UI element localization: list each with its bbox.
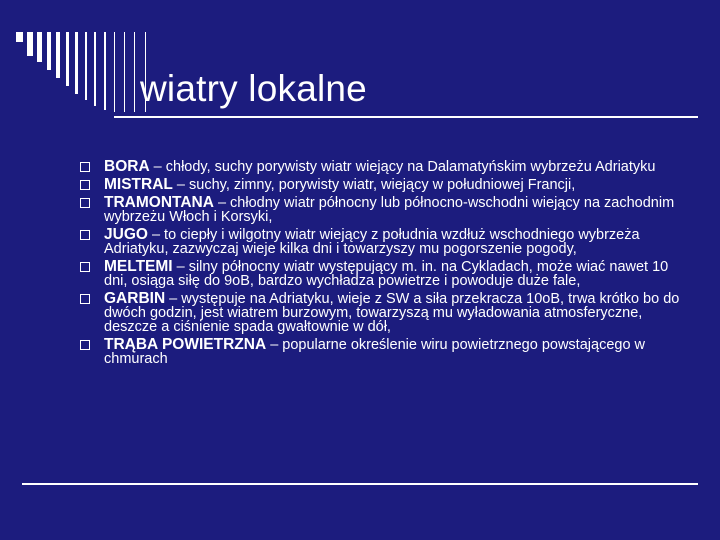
decorative-stripe [47, 32, 51, 70]
bullet-list [80, 160, 680, 370]
wind-description: – silny północny wiatr występujący m. in. na Cykladach, może wiać nawet 10 dni, osiąga siłę do 9oB, bardzo wychładza powietrze i powoduje duże fale, [104, 259, 669, 289]
decorative-stripe [104, 32, 106, 110]
wind-name: BORA [104, 158, 150, 175]
wind-name: MISTRAL [104, 176, 173, 193]
list-item [80, 228, 680, 256]
decorative-stripe [37, 32, 42, 62]
wind-description: – chłody, suchy porywisty wiatr wiejący na Dalamatyńskim wybrzeżu Adriatyku [149, 159, 656, 175]
list-item [80, 160, 680, 174]
title-underline [114, 116, 698, 118]
wind-description: – chłodny wiatr północny lub północno-wschodni wiejący na zachodnim wybrzeżu Włoch i Korsyki, [104, 195, 675, 225]
list-item [80, 196, 680, 224]
bottom-divider [22, 483, 698, 485]
decorative-stripe [114, 32, 115, 112]
square-bullet-icon [80, 340, 90, 350]
wind-name: GARBIN [104, 290, 166, 307]
square-bullet-icon [80, 162, 90, 172]
decorative-stripe [75, 32, 78, 94]
wind-name: TRĄBA POWIETRZNA [104, 336, 267, 353]
decorative-stripe [124, 32, 125, 112]
list-item [80, 178, 680, 192]
wind-description: – to ciepły i wilgotny wiatr wiejący z południa wzdłuż wschodniego wybrzeża Adriatyku, zazwyczaj wieje kilka dni i towarzyszy mu pogorszenie pogody, [104, 227, 640, 257]
square-bullet-icon [80, 230, 90, 240]
wind-name: JUGO [104, 226, 148, 243]
wind-name: TRAMONTANA [104, 194, 214, 211]
square-bullet-icon [80, 198, 90, 208]
list-item [80, 338, 680, 366]
decorative-stripes [16, 32, 156, 112]
wind-description: – występuje na Adriatyku, wieje z SW a siła przekracza 10oB, trwa krótko bo do dwóch godzin, jest wiatrem burzowym, towarzyszą mu wyładowania atmosferyczne, deszcze a ciśnienie spada gwałtownie w dół, [104, 291, 680, 335]
wind-description: – popularne określenie wiru powietrznego powstającego w chmurach [104, 337, 646, 367]
decorative-stripe [85, 32, 87, 100]
decorative-stripe [27, 32, 33, 56]
list-item [80, 260, 680, 288]
wind-description: – suchy, zimny, porywisty wiatr, wiejący w południowej Francji, [172, 177, 576, 193]
list-item [80, 292, 680, 334]
wind-name: MELTEMI [104, 258, 173, 275]
decorative-stripe [56, 32, 60, 78]
square-bullet-icon [80, 180, 90, 190]
decorative-stripe [134, 32, 135, 112]
slide-title: wiatry lokalne [140, 68, 367, 109]
square-bullet-icon [80, 262, 90, 272]
decorative-stripe [66, 32, 69, 86]
square-bullet-icon [80, 294, 90, 304]
decorative-stripe [16, 32, 23, 42]
decorative-stripe [94, 32, 96, 106]
